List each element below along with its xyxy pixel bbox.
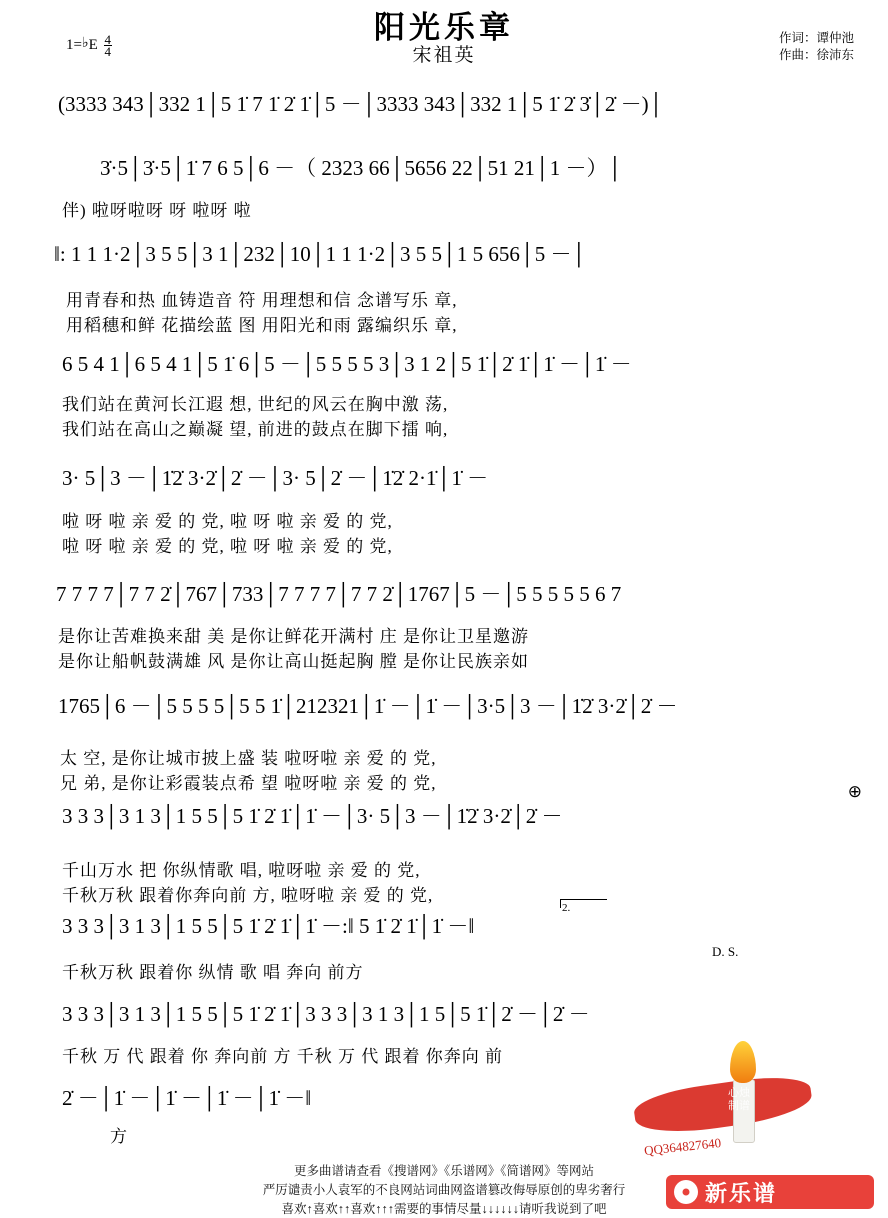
lyric-line-verse-1: 太 空, 是你让城市披上盛 装 啦呀啦 亲 爱 的 党,: [60, 749, 437, 768]
notation-line: 3 3 3│3 1 3│1 5 5│5 1̇ 2̇ 1̇│1̇ －:‖ 5 1̇ 2̇ 1̇│1̇ －‖: [62, 914, 475, 938]
time-denominator: 4: [104, 44, 111, 59]
lyric-line: 千秋 万 代 跟着 你 奔向前 方 千秋 万 代 跟着 你奔向 前: [62, 1047, 503, 1066]
notation-line: 3̇·5│3̇·5│1̇ 7 6 5│6 －（ 2323 66│5656 22│51 21│1 －）│: [100, 156, 623, 180]
notation-line: 6 5 4 1│6 5 4 1│5 1̇ 6│5 －│5 5 5 5 3│3 1 2│5 1̇│2̇ 1̇│1̇ －│1̇ －: [62, 352, 632, 376]
flat-icon: ♭: [81, 35, 89, 51]
time-signature: [104, 34, 113, 57]
lyric-line: 千秋万秋 跟着你 纵情 歌 唱 奔向 前方: [62, 963, 364, 982]
site-logo[interactable]: [666, 1175, 874, 1209]
lyric-line-verse-2: 兄 弟, 是你让彩霞装点希 望 啦呀啦 亲 爱 的 党,: [60, 774, 437, 793]
coda-icon: ⊕: [847, 782, 862, 801]
lyric-line-verse-2: 用稻穗和鲜 花描绘蓝 图 用阳光和雨 露编织乐 章,: [66, 316, 458, 335]
notation-line: 3 3 3│3 1 3│1 5 5│5 1̇ 2̇ 1̇│3 3 3│3 1 3│1 5│5 1̇│2̇ －│2̇ －: [62, 1002, 590, 1026]
watermark-brand-line-1: 心烛: [728, 1087, 750, 1099]
composer-credit: 作曲：徐沛东: [778, 48, 854, 62]
watermark-logo: [634, 1035, 824, 1165]
lyric-line-verse-1: 用青春和热 血铸造音 符 用理想和信 念谱写乐 章,: [66, 291, 458, 310]
lyric-line: 伴) 啦呀啦呀 呀 啦呀 啦: [62, 201, 252, 220]
notation-line: 3· 5│3 －│1̇2̇ 3·2̇│2̇ －│3· 5│2̇ －│1̇2̇ 2·1̇│1̇ －: [62, 466, 489, 490]
notation-line: ‖: 1 1 1·2│3 5 5│3 1│232│10│1 1 1·2│3 5 5│1 5 656│5 －│: [54, 242, 587, 266]
lyric-line-verse-1: 我们站在黄河长江遐 想, 世纪的风云在胸中激 荡,: [62, 395, 449, 414]
key-letter: E: [88, 36, 98, 53]
notation-line: 3 3 3│3 1 3│1 5 5│5 1̇ 2̇ 1̇│1̇ －│3· 5│3 －│1̇2̇ 3·2̇│2̇ －: [62, 804, 563, 828]
footer-note-2: 严厉谴责小人袁军的不良网站词曲网盗谱篡改侮辱原创的卑劣奢行: [262, 1183, 626, 1197]
key-label: 1=: [66, 36, 82, 53]
ribbon-shape: [632, 1071, 814, 1139]
ds-marking: D. S.: [712, 944, 739, 959]
performer-name: 宋祖英: [412, 45, 476, 66]
flame-icon: [730, 1041, 756, 1083]
lyric-line-verse-1: 是你让苦难换来甜 美 是你让鲜花开满村 庄 是你让卫星邀游: [58, 627, 529, 646]
site-logo-text: 新乐谱: [705, 1180, 778, 1206]
volta-bracket-2: 2.: [562, 902, 571, 914]
notation-line: (3333 343│332 1│5 1̇ 7 1̇ 2̇ 1̇│5 －│3333 343│332 1│5 1̇ 2̇ 3̇│2̇ －)│: [58, 92, 664, 116]
watermark-brand: [728, 1087, 750, 1113]
lyric-line-verse-2: 千秋万秋 跟着你奔向前 方, 啦呀啦 亲 爱 的 党,: [62, 886, 434, 905]
lyric-line-verse-2: 我们站在高山之巅凝 望, 前进的鼓点在脚下擂 响,: [62, 420, 449, 439]
credits: [779, 30, 854, 64]
lyric-line: 方: [110, 1127, 128, 1146]
lyric-line-verse-1: 啦 呀 啦 亲 爱 的 党, 啦 呀 啦 亲 爱 的 党,: [62, 512, 393, 531]
key-and-time-signature: [66, 34, 112, 57]
page-title: 阳光乐章: [374, 10, 514, 45]
record-disc-icon: [674, 1180, 698, 1204]
time-numerator: 4: [104, 32, 111, 47]
notation-line: 7 7 7 7│7 7 2̇│767│733│7 7 7 7│7 7 2̇│1767│5 －│5 5 5 5 5 6 7: [56, 582, 622, 606]
watermark-qq: QQ364827640: [643, 1135, 722, 1159]
lyricist-credit: 作词：谭仲池: [778, 31, 854, 45]
footer-note-1: 更多曲谱请查看《搜谱网》《乐谱网》《简谱网》等网站: [293, 1164, 594, 1178]
footer-note-3: 喜欢↑喜欢↑↑喜欢↑↑↑需要的事情尽量↓↓↓↓↓↓请听我说到了吧: [281, 1202, 607, 1216]
watermark-brand-line-2: 制谱: [728, 1100, 750, 1112]
lyric-line-verse-1: 千山万水 把 你纵情歌 唱, 啦呀啦 亲 爱 的 党,: [62, 861, 421, 880]
notation-line: 2̇ －│1̇ －│1̇ －│1̇ －│1̇ －‖: [62, 1086, 312, 1110]
lyric-line-verse-2: 是你让船帆鼓满雄 风 是你让高山挺起胸 膛 是你让民族亲如: [58, 652, 529, 671]
notation-line: 1765│6 －│5 5 5 5│5 5 1̇│212321│1̇ －│1̇ －│3·5│3 －│1̇2̇ 3·2̇│2̇ －: [58, 694, 678, 718]
lyric-line-verse-2: 啦 呀 啦 亲 爱 的 党, 啦 呀 啦 亲 爱 的 党,: [62, 537, 393, 556]
